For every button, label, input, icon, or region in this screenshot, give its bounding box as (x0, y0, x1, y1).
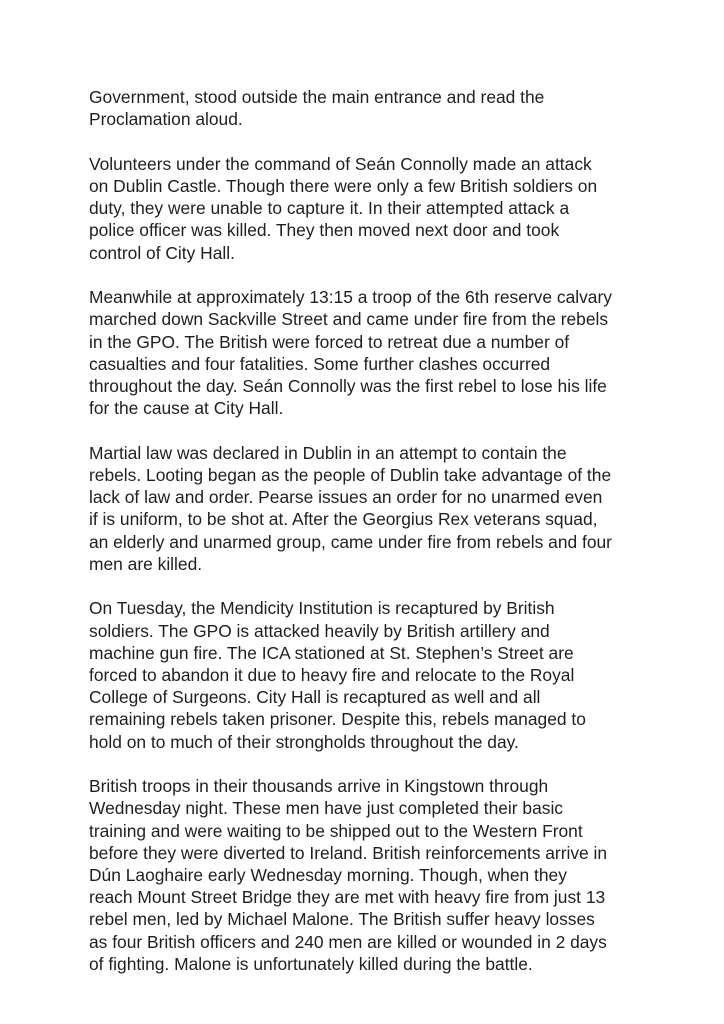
paragraph-5 (89, 597, 649, 752)
text-line: police officer was killed. They then moved next door and took (89, 220, 560, 241)
text-line: Volunteers under the command of Seán Connolly made an attack (89, 153, 592, 174)
text-line: as four British officers and 240 men are killed or wounded in 2 days (89, 931, 607, 952)
text-line: British troops in their thousands arrive in Kingstown through (89, 776, 549, 797)
text-line: before they were diverted to Ireland. British reinforcements arrive in (89, 842, 608, 863)
text-line: rebel men, led by Michael Malone. The British suffer heavy losses (89, 909, 595, 930)
text-line: duty, they were unable to capture it. In their attempted attack a (89, 198, 570, 219)
text-line: reach Mount Street Bridge they are met with heavy fire from just 13 (89, 887, 606, 908)
text-line: lack of law and order. Pearse issues an order for no unarmed even (89, 487, 603, 508)
text-line: College of Surgeons. City Hall is recaptured as well and all (89, 687, 541, 708)
paragraph-3 (89, 286, 649, 419)
paragraph-1 (89, 86, 649, 130)
text-line: Martial law was declared in Dublin in an attempt to contain the (89, 442, 567, 463)
text-line: rebels. Looting began as the people of Dublin take advantage of the (89, 465, 612, 486)
text-line: On Tuesday, the Mendicity Institution is recaptured by British (89, 598, 555, 619)
text-line: soldiers. The GPO is attacked heavily by British artillery and (89, 620, 550, 641)
text-line: machine gun fire. The ICA stationed at St. Stephen’s Street are (89, 642, 574, 663)
document-page (89, 86, 649, 997)
text-line: men are killed. (89, 553, 203, 574)
paragraph-6 (89, 775, 649, 975)
text-line: forced to abandon it due to heavy fire and relocate to the Royal (89, 665, 575, 686)
text-line: if is uniform, to be shot at. After the Georgius Rex veterans squad, (89, 509, 598, 530)
text-line: training and were waiting to be shipped out to the Western Front (89, 820, 583, 841)
text-line: control of City Hall. (89, 242, 235, 263)
text-line: Dún Laoghaire early Wednesday morning. Though, when they (89, 865, 567, 886)
text-line: in the GPO. The British were forced to retreat due a number of (89, 331, 570, 352)
text-line: Government, stood outside the main entrance and read the (89, 87, 545, 107)
text-line: an elderly and unarmed group, came under fire from rebels and four (89, 531, 612, 552)
text-line: on Dublin Castle. Though there were only a few British soldiers on (89, 176, 598, 196)
text-line: Proclamation aloud. (89, 109, 243, 130)
text-line: for the cause at City Hall. (89, 398, 284, 419)
paragraph-2 (89, 153, 649, 264)
text-line: Meanwhile at approximately 13:15 a troop of the 6th reserve calvary (89, 287, 612, 308)
text-line: hold on to much of their strongholds throughout the day. (89, 731, 519, 752)
text-line: of fighting. Malone is unfortunately killed during the battle. (89, 953, 533, 974)
text-line: remaining rebels taken prisoner. Despite this, rebels managed to (89, 709, 586, 730)
text-line: throughout the day. Seán Connolly was the first rebel to lose his life (89, 376, 607, 397)
text-line: Wednesday night. These men have just completed their basic (89, 798, 564, 819)
text-line: marched down Sackville Street and came under fire from the rebels (89, 309, 609, 330)
paragraph-4 (89, 442, 649, 575)
text-line: casualties and four fatalities. Some further clashes occurred (89, 353, 551, 374)
